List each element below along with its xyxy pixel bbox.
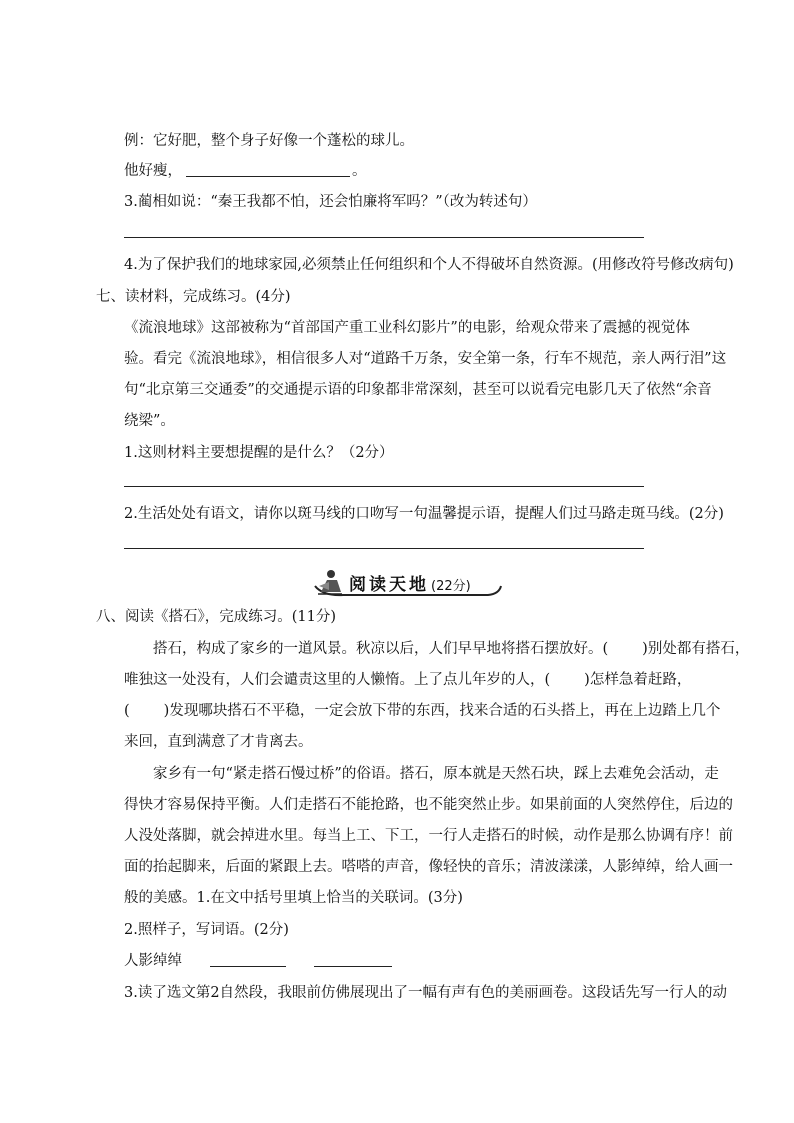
material-paragraph-line: 《流浪地球》这部被称为“首部国产重工业科幻影片”的电影，给观众带来了震撼的视觉体	[124, 320, 690, 336]
material-paragraph-line: 绕梁”。	[124, 413, 175, 429]
answer-line-s7-q2[interactable]	[124, 548, 644, 549]
answer-blank-line[interactable]	[186, 176, 350, 177]
passage-line	[124, 670, 691, 690]
passage-line: 面的抬起脚来，后面的紧跟上去。嗒嗒的声音，像轻快的音乐；清波漾漾，人影绰绰，给人画一	[124, 859, 733, 875]
passage-line: 得快才容易保持平衡。人们走搭石不能抢路，也不能突然止步。如果前面的人突然停住，后边的	[124, 797, 733, 813]
question-3: 3.蔺相如说：“秦王我都不怕，还会怕廉将军吗？”（改为转述句）	[124, 194, 537, 210]
section-7-heading: 七、读材料，完成练习。(4分)	[96, 289, 291, 305]
material-paragraph-line: 验。看完《流浪地球》，相信很多人对“道路千万条，安全第一条，行车不规范，亲人两行泪”这	[124, 351, 727, 367]
example-sentence: 例：它好肥，整个身子好像一个蓬松的球儿。	[124, 133, 414, 149]
section-8-question-3: 3.读了选文第2自然段，我眼前仿佛展现出了一幅有声有色的美丽画卷。这段话先写一行人的动	[124, 985, 728, 1001]
question-4: 4.为了保护我们的地球家园,必须禁止任何组织和个人不得破坏自然资源。(用修改符号修改病句)	[124, 257, 734, 273]
section-8-question-2: 2.照样子，写词语。(2分)	[124, 922, 289, 938]
section-8-heading: 八、阅读《搭石》，完成练习。(11分)	[96, 609, 337, 625]
banner-score: (22分)	[431, 579, 471, 594]
passage-text: 搭石，构成了家乡的一道风景。秋凉以后，人们早早地将搭石摆放好。(	[153, 641, 609, 657]
banner-title	[349, 570, 471, 595]
reading-figure-icon	[315, 568, 345, 596]
word-example: 人影绰绰	[124, 953, 182, 969]
section-7-question-2: 2.生活处处有语文，请你以斑马线的口吻写一句温馨提示语，提醒人们过马路走斑马线。(2分)	[124, 506, 724, 522]
passage-line: 家乡有一句“紧走搭石慢过桥”的俗语。搭石，原本就是天然石块，踩上去难免会活动，走	[153, 766, 719, 782]
passage-text: (	[124, 703, 130, 719]
passage-text: )怎样急着赶路，	[584, 672, 692, 688]
banner-title-text: 阅读天地	[349, 575, 429, 595]
fill-sentence-prefix: 他好瘦，	[124, 163, 182, 179]
passage-text: )别处都有搭石，	[642, 641, 750, 657]
passage-text: )发现哪块搭石不平稳，一定会放下带的东西，找来合适的石头搭上，再在上边踏上几个	[163, 703, 721, 719]
word-answer-line[interactable]	[210, 966, 286, 967]
material-paragraph-line: 句“北京第三交通委”的交通提示语的印象都非常深刻，甚至可以说看完电影几天了依然“余音	[124, 382, 712, 398]
answer-line-q3[interactable]	[124, 237, 644, 238]
passage-line: 般的美感。1.在文中括号里填上恰当的关联词。(3分)	[124, 890, 463, 906]
passage-line: 人没处落脚，就会掉进水里。每当上工、下工，一行人走搭石的时候，动作是那么协调有序！前	[124, 828, 733, 844]
passage-text: 唯独这一处没有，人们会谴责这里的人懒惰。上了点儿年岁的人，(	[124, 672, 551, 688]
answer-line-s7-q1[interactable]	[124, 486, 644, 487]
passage-line: 来回，直到满意了才肯离去。	[124, 734, 313, 750]
passage-line	[124, 701, 720, 721]
passage-line	[153, 639, 749, 659]
section-7-question-1: 1.这则材料主要想提醒的是什么？（2分）	[124, 445, 394, 461]
reading-section-banner	[313, 566, 503, 596]
fill-sentence-suffix: 。	[352, 163, 367, 179]
word-answer-line[interactable]	[314, 966, 392, 967]
